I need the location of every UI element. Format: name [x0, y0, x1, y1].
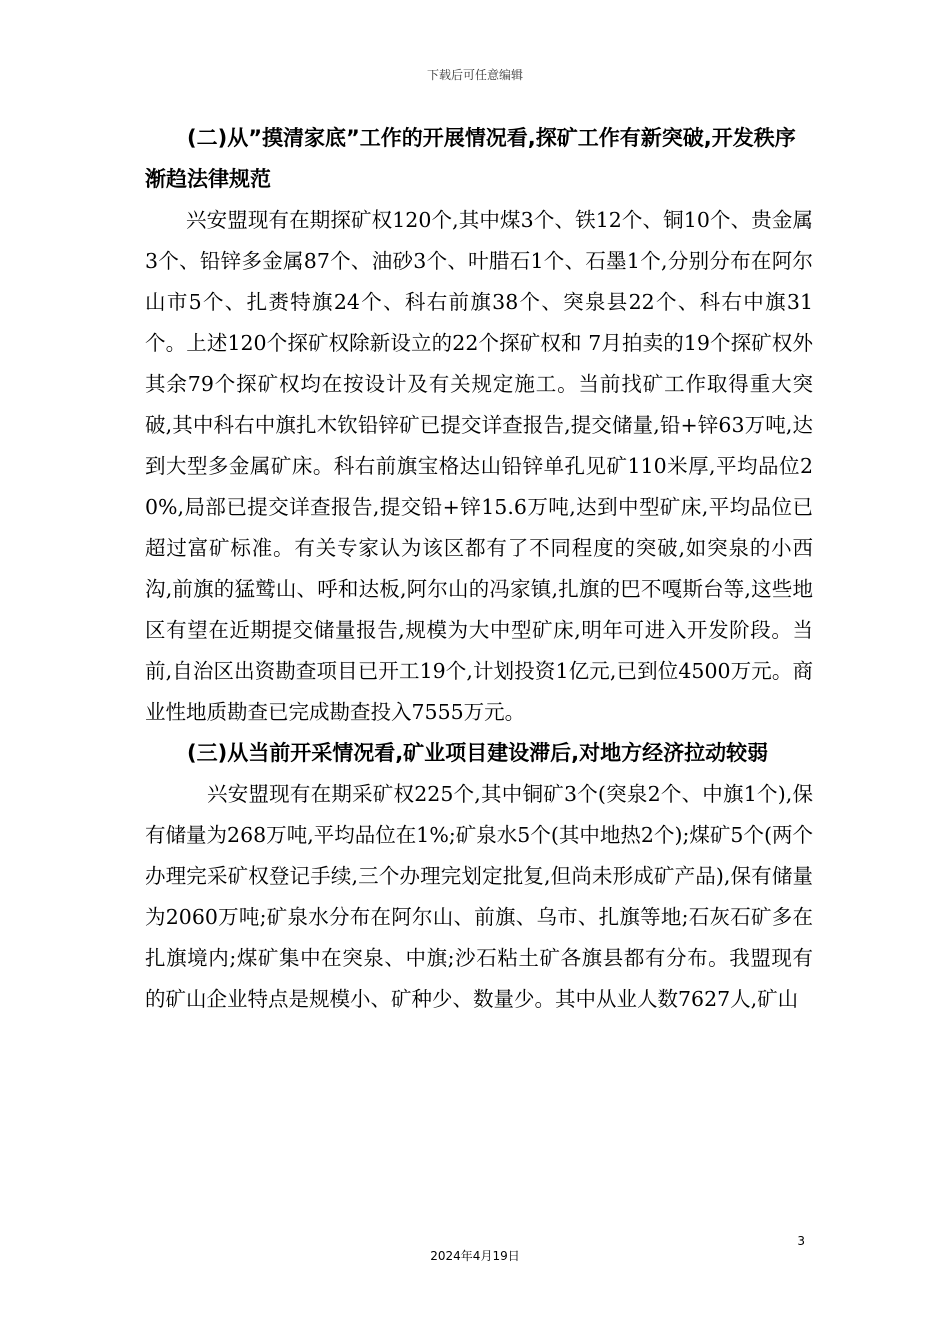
section-heading-2: (二)从”摸清家底”工作的开展情况看,探矿工作有新突破,开发秩序渐趋法律规范	[145, 126, 796, 191]
paragraph-exploration: 兴安盟现有在期探矿权120个,其中煤3个、铁12个、铜10个、贵金属3个、铅锌多金属87个、油砂3个、叶腊石1个、石墨1个,分别分布在阿尔山市5个、扎赉特旗24个、科右前旗38个、突泉县22个、科右中旗31个。上述120个探矿权除新设立的22个探矿权和 7月拍卖的19个探矿权外其余79个探矿权均在按设计及有关规定施工。当前找矿工作取得重大突破,其中科右中旗扎木钦铅锌矿已提交详查报告,提交储量,铅+锌63万吨,达到大型多金属矿床。科右前旗宝格达山铅锌单孔见矿110米厚,平均品位20%,局部已提交详查报告,提交铅+锌15.6万吨,达到中型矿床,平均品位已超过富矿标准。有关专家认为该区都有了不同程度的突破,如突泉的小西沟,前旗的猛鹫山、呼和达板,阿尔山的冯家镇,扎旗的巴不嘎斯台等,这些地区有望在近期提交储量报告,规模为大中型矿床,明年可进入开发阶段。当前,自治区出资勘查项目已开工19个,计划投资1亿元,已到位4500万元。商业性地质勘查已完成勘查投入7555万元。	[145, 208, 813, 724]
paragraph-mining: 兴安盟现有在期采矿权225个,其中铜矿3个(突泉2个、中旗1个),保有储量为268万吨,平均品位在1%;矿泉水5个(其中地热2个);煤矿5个(两个办理完采矿权登记手续,三个办理完划定批复,但尚未形成矿产品),保有储量为2060万吨;矿泉水分布在阿尔山、前旗、乌市、扎旗等地;石灰石矿多在扎旗境内;煤矿集中在突泉、中旗;沙石粘土矿各旗县都有分布。我盟现有的矿山企业特点是规模小、矿种少、数量少。其中从业人数7627人,矿山	[145, 782, 813, 1011]
page-header-note: 下载后可任意编辑	[426, 68, 523, 82]
footer-date: 2024年4月19日	[430, 1249, 520, 1263]
section-heading-3: (三)从当前开采情况看,矿业项目建设滞后,对地方经济拉动较弱	[187, 741, 769, 765]
page-number: 3	[797, 1234, 805, 1248]
document-body	[145, 118, 813, 1020]
